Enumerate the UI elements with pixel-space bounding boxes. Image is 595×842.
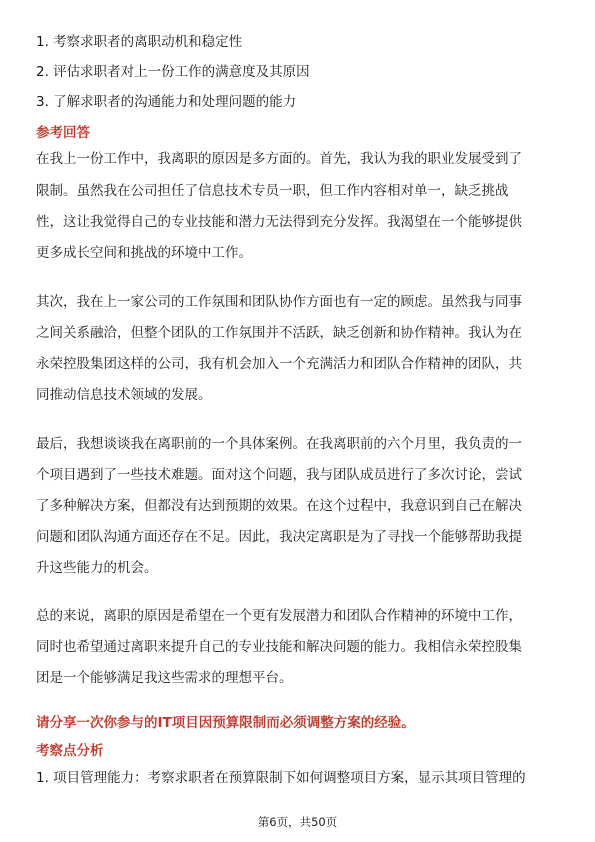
paragraph-1-line-1: 在我上一份工作中，我离职的原因是多方面的。首先，我认为我的职业发展受到了 xyxy=(36,151,522,167)
analysis-point-1: 1. 项目管理能力：考察求职者在预算限制下如何调整项目方案，显示其项目管理的 xyxy=(36,770,526,786)
exam-point-1: 1. 考察求职者的离职动机和稳定性 xyxy=(36,34,243,50)
paragraph-1-line-3: 性，这让我觉得自己的专业技能和潜力无法得到充分发挥。我渴望在一个能够提供 xyxy=(36,214,522,230)
paragraph-4-line-2: 同时也希望通过离职来提升自己的专业技能和解决问题的能力。我相信永荣控股集 xyxy=(36,639,522,655)
paragraph-1-line-4: 更多成长空间和挑战的环境中工作。 xyxy=(36,245,252,261)
paragraph-3-line-4: 问题和团队沟通方面还存在不足。因此，我决定离职是为了寻找一个能够帮助我提 xyxy=(36,529,522,545)
exam-point-3: 3. 了解求职者的沟通能力和处理问题的能力 xyxy=(36,94,297,110)
next-question-title: 请分享一次你参与的IT项目因预算限制而必须调整方案的经验。 xyxy=(36,715,415,731)
paragraph-2-line-4: 同推动信息技术领域的发展。 xyxy=(36,387,212,403)
paragraph-2-line-2: 之间关系融洽，但整个团队的工作氛围并不活跃，缺乏创新和协作精神。我认为在 xyxy=(36,325,522,341)
paragraph-3-line-2: 个项目遇到了一些技术难题。面对这个问题，我与团队成员进行了多次讨论，尝试 xyxy=(36,467,522,483)
paragraph-4-line-1: 总的来说，离职的原因是希望在一个更有发展潜力和团队合作精神的环境中工作， xyxy=(36,608,522,624)
paragraph-3-line-5: 升这些能力的机会。 xyxy=(36,560,158,576)
reference-answer-heading: 参考回答 xyxy=(36,125,90,141)
paragraph-3-line-1: 最后，我想谈谈我在离职前的一个具体案例。在我离职前的六个月里，我负责的一 xyxy=(36,436,522,452)
paragraph-2-line-1: 其次，我在上一家公司的工作氛围和团队协作方面也有一定的顾虑。虽然我与同事 xyxy=(36,294,522,310)
exam-point-2: 2. 评估求职者对上一份工作的满意度及其原因 xyxy=(36,64,310,80)
page-number-footer: 第6页，共50页 xyxy=(257,815,338,829)
paragraph-4-line-3: 团是一个能够满足我这些需求的理想平台。 xyxy=(36,670,293,686)
paragraph-2-line-3: 永荣控股集团这样的公司，我有机会加入一个充满活力和团队合作精神的团队，共 xyxy=(36,356,522,372)
paragraph-3-line-3: 了多种解决方案，但都没有达到预期的效果。在这个过程中，我意识到自己在解决 xyxy=(36,498,522,514)
paragraph-1-line-2: 限制。虽然我在公司担任了信息技术专员一职，但工作内容相对单一，缺乏挑战 xyxy=(36,183,509,199)
analysis-heading: 考察点分析 xyxy=(36,743,104,759)
